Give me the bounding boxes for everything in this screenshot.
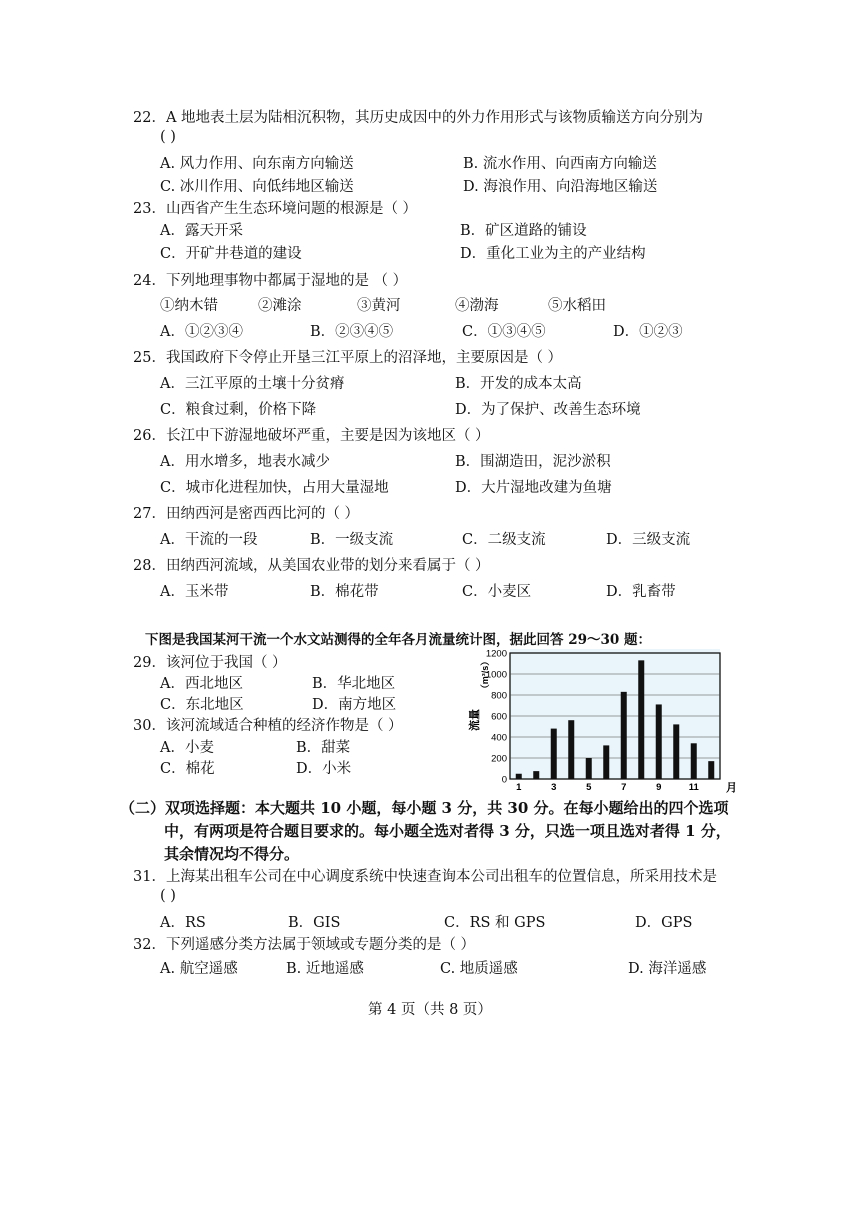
option-b[interactable]: B．矿区道路的铺设 (460, 223, 587, 239)
question-number: 28． (133, 558, 166, 574)
question-number: 25． (133, 350, 166, 366)
y-tick-label: 0 (501, 774, 507, 786)
option-c[interactable]: C．棉花 (160, 761, 215, 777)
question-text: 我国政府下令停止开垦三江平原上的沼泽地，主要原因是（ ） (165, 350, 563, 366)
option-a[interactable]: A．玉米带 (160, 584, 229, 600)
option-c[interactable]: C．小麦区 (462, 584, 532, 600)
option-b[interactable]: B. 流水作用、向西南方向输送 (463, 156, 657, 172)
chart-watermark-bg (510, 649, 720, 779)
option-d[interactable]: D．GPS (635, 915, 693, 931)
x-tick-label: 11 (688, 782, 699, 793)
bar-month-7 (621, 692, 627, 779)
y-tick-label: 600 (491, 711, 507, 723)
option-b[interactable]: B．②③④⑤ (310, 324, 394, 340)
option-d[interactable]: D. 海浪作用、向沿海地区输送 (463, 179, 658, 195)
question-number: 26． (133, 428, 166, 444)
option-d[interactable]: D．乳畜带 (606, 584, 676, 600)
bar-month-10 (673, 724, 679, 779)
y-axis-unit: （m³/s） (480, 656, 490, 694)
y-tick-label: 1000 (485, 669, 507, 681)
question-27 (133, 502, 359, 523)
question-text: 该河位于我国（ ） (165, 655, 287, 671)
question-28 (133, 554, 490, 575)
option-c[interactable]: C．城市化进程加快，占用大量湿地 (160, 480, 389, 496)
y-tick-label: 800 (491, 690, 507, 702)
question-text: A 地地表土层为陆相沉积物，其历史成因中的外力作用形式与该物质输送方向分别为 (165, 110, 704, 126)
option-d[interactable]: D．小米 (296, 761, 352, 777)
y-tick-label: 400 (491, 732, 507, 744)
question-number: 24． (133, 273, 166, 289)
chart-svg (458, 645, 738, 795)
question-number: 27． (133, 506, 166, 522)
question-number: 31． (133, 869, 166, 885)
question-number: 29． (133, 655, 166, 671)
bar-month-6 (603, 745, 609, 779)
option-b[interactable]: B．围湖造田，泥沙淤积 (455, 454, 611, 470)
option-a[interactable]: A. 航空遥感 (160, 961, 238, 977)
option-d[interactable]: D．三级支流 (606, 532, 691, 548)
option-c[interactable]: C．开矿井巷道的建设 (160, 246, 302, 262)
section-heading: （二）双项选择题：本大题共 10 小题，每小题 3 分，共 30 分。在每小题给出的四个选项 (120, 799, 729, 817)
option-c[interactable]: C．①③④⑤ (462, 324, 546, 340)
option-a[interactable]: A．露天开采 (160, 223, 243, 239)
option-a[interactable]: A．西北地区 (160, 676, 243, 692)
option-b[interactable]: B．一级支流 (310, 532, 394, 548)
option-b[interactable]: B. 近地遥感 (286, 961, 364, 977)
option-d[interactable]: D．①②③ (613, 324, 683, 340)
option-d[interactable]: D．为了保护、改善生态环境 (455, 402, 641, 418)
bar-month-1 (516, 774, 522, 779)
question-22 (133, 106, 703, 127)
bar-month-4 (568, 720, 574, 779)
x-tick-label: 5 (586, 782, 592, 793)
question-30 (133, 714, 403, 735)
question-number: 30． (133, 718, 166, 734)
y-tick-label: 200 (491, 753, 507, 765)
x-tick-label: 9 (656, 782, 662, 793)
y-tick-label: 1200 (485, 648, 507, 660)
x-tick-label: 3 (551, 782, 557, 793)
page-footer: 第 4 页（共 8 页） (368, 1002, 492, 1018)
x-tick-label: 1 (516, 782, 522, 793)
option-c[interactable]: C．东北地区 (160, 697, 244, 713)
bar-month-11 (691, 743, 697, 779)
option-c[interactable]: C. 冰川作用、向低纬地区输送 (160, 179, 354, 195)
question-25 (133, 346, 562, 367)
option-a[interactable]: A．三江平原的土壤十分贫瘠 (160, 376, 345, 392)
question-text: 该河流域适合种植的经济作物是（ ） (165, 718, 403, 734)
item-4: ④渤海 (455, 298, 499, 314)
section-instruction: 其余情况均不得分。 (164, 845, 300, 863)
item-2: ②滩涂 (258, 298, 302, 314)
x-axis-label: 月 (726, 782, 737, 794)
question-number: 22． (133, 110, 166, 126)
question-32 (133, 933, 475, 954)
bar-month-2 (533, 771, 539, 779)
x-tick-label: 7 (621, 782, 627, 793)
question-29 (133, 651, 287, 672)
question-text: 上海某出租车公司在中心调度系统中快速查询本公司出租车的位置信息，所采用技术是 (165, 869, 717, 885)
item-1: ①纳木错 (160, 298, 218, 314)
option-c[interactable]: C．粮食过剩，价格下降 (160, 402, 317, 418)
question-23 (133, 197, 417, 218)
section-instruction: 中，有两项是符合题目要求的。每小题全选对者得 3 分，只选一项且选对者得 1 分， (164, 822, 731, 840)
question-number: 32． (133, 937, 166, 953)
option-d[interactable]: D．南方地区 (312, 697, 397, 713)
option-b[interactable]: B．开发的成本太高 (455, 376, 582, 392)
question-text: 山西省产生生态环境问题的根源是（ ） (165, 201, 418, 217)
option-a[interactable]: A．干流的一段 (160, 532, 258, 548)
option-d[interactable]: D．大片湿地改建为鱼塘 (455, 480, 612, 496)
option-b[interactable]: B．华北地区 (312, 676, 396, 692)
question-text: 下列遥感分类方法属于领域或专题分类的是（ ） (165, 937, 476, 953)
item-3: ③黄河 (357, 298, 401, 314)
option-d[interactable]: D. 海洋遥感 (628, 961, 707, 977)
option-a[interactable]: A．RS (160, 915, 206, 931)
option-a[interactable]: A．用水增多，地表水减少 (160, 454, 330, 470)
question-text: 长江中下游湿地破坏严重，主要是因为该地区（ ） (165, 428, 490, 444)
option-b[interactable]: B．GIS (288, 915, 341, 931)
chart-intro: 下图是我国某河干流一个水文站测得的全年各月流量统计图，据此回答 29～30 题： (145, 632, 651, 648)
river-flow-chart (458, 645, 738, 795)
option-b[interactable]: B．棉花带 (310, 584, 379, 600)
answer-blank: ( ) (160, 129, 176, 145)
question-31 (133, 865, 717, 886)
option-c[interactable]: C．RS 和 GPS (444, 915, 546, 931)
option-c[interactable]: C. 地质遥感 (440, 961, 518, 977)
item-5: ⑤水稻田 (548, 298, 606, 314)
question-number: 23． (133, 201, 166, 217)
option-c[interactable]: C．二级支流 (462, 532, 546, 548)
answer-blank: ( ) (160, 888, 176, 904)
option-a[interactable]: A. 风力作用、向东南方向输送 (160, 156, 354, 172)
question-26 (133, 424, 490, 445)
option-a[interactable]: A．①②③④ (160, 324, 243, 340)
option-b[interactable]: B．甜菜 (296, 740, 351, 756)
y-axis-label: 流量 (469, 709, 481, 731)
question-text: 下列地理事物中都属于湿地的是 （ ） (165, 273, 408, 289)
bar-month-3 (551, 729, 557, 779)
bar-month-9 (656, 704, 662, 779)
question-text: 田纳西河是密西西比河的（ ） (165, 506, 360, 522)
option-a[interactable]: A．小麦 (160, 740, 214, 756)
bar-month-5 (586, 758, 592, 779)
bar-month-8 (638, 660, 644, 779)
question-24 (133, 269, 407, 290)
bar-month-12 (708, 761, 714, 779)
option-d[interactable]: D．重化工业为主的产业结构 (460, 246, 646, 262)
question-text: 田纳西河流域，从美国农业带的划分来看属于（ ） (165, 558, 490, 574)
